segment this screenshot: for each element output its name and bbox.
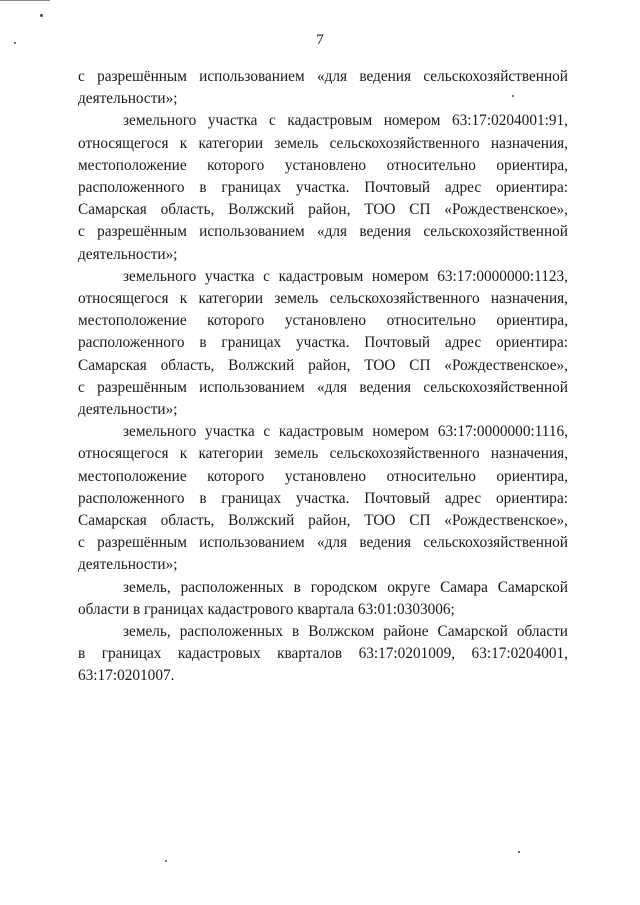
scan-edge-line (0, 0, 50, 1)
text-line: относящегося к категории земель сельскохозяйственного назначения, (78, 290, 568, 308)
text-line: земель, расположенных в городском округе Самара Самарской (123, 578, 568, 596)
paragraph (78, 110, 568, 265)
text-line: земельного участка с кадастровым номером 63:17:0000000:1123, (123, 267, 568, 285)
page-number: 7 (316, 32, 324, 48)
text-line: с разрешённым использованием «для ведения сельскохозяйственной (78, 534, 568, 552)
text-line: деятельности»; (78, 90, 178, 108)
text-line: расположенного в границах участка. Почтовый адрес ориентира: (78, 179, 568, 197)
paragraph (78, 577, 568, 621)
text-line: с разрешённым использованием «для ведения сельскохозяйственной (78, 378, 568, 396)
text-line: деятельности»; (78, 556, 178, 574)
text-line: деятельности»; (78, 245, 178, 263)
text-line: местоположение которого установлено относительно ориентира, (78, 156, 568, 174)
paragraph (78, 421, 568, 576)
text-line: относящегося к категории земель сельскохозяйственного назначения, (78, 134, 568, 152)
paragraph (78, 66, 568, 110)
text-line: расположенного в границах участка. Почтовый адрес ориентира: (78, 489, 568, 507)
text-line: с разрешённым использованием «для ведения сельскохозяйственной (78, 68, 568, 85)
text-line: в границах кадастровых кварталов 63:17:0201009, 63:17:0204001, (78, 645, 568, 663)
text-line: земельного участка с кадастровым номером 63:17:0204001:91, (123, 112, 568, 130)
scan-speck (518, 851, 520, 853)
text-line: области в границах кадастрового квартала 63:01:0303006; (78, 600, 455, 618)
text-line: относящегося к категории земель сельскохозяйственного назначения, (78, 445, 568, 463)
text-line: Самарская область, Волжский район, ТОО СП «Рождественское», (78, 201, 568, 219)
text-line: Самарская область, Волжский район, ТОО СП «Рождественское», (78, 356, 568, 374)
text-line: расположенного в границах участка. Почтовый адрес ориентира: (78, 334, 568, 352)
text-line: местоположение которого установлено относительно ориентира, (78, 312, 568, 330)
document-body (78, 66, 568, 688)
scan-speck (165, 860, 167, 862)
paragraph (78, 266, 568, 421)
text-line: с разрешённым использованием «для ведения сельскохозяйственной (78, 223, 568, 241)
scan-speck (40, 14, 43, 17)
paragraph (78, 621, 568, 688)
text-line: местоположение которого установлено относительно ориентира, (78, 467, 568, 485)
text-line: земельного участка с кадастровым номером 63:17:0000000:1116, (123, 423, 568, 441)
text-line: земель, расположенных в Волжском районе Самарской области (123, 623, 568, 641)
text-line: 63:17:0201007. (78, 667, 175, 685)
text-line: деятельности»; (78, 401, 178, 419)
text-line: Самарская область, Волжский район, ТОО СП «Рождественское», (78, 512, 568, 530)
